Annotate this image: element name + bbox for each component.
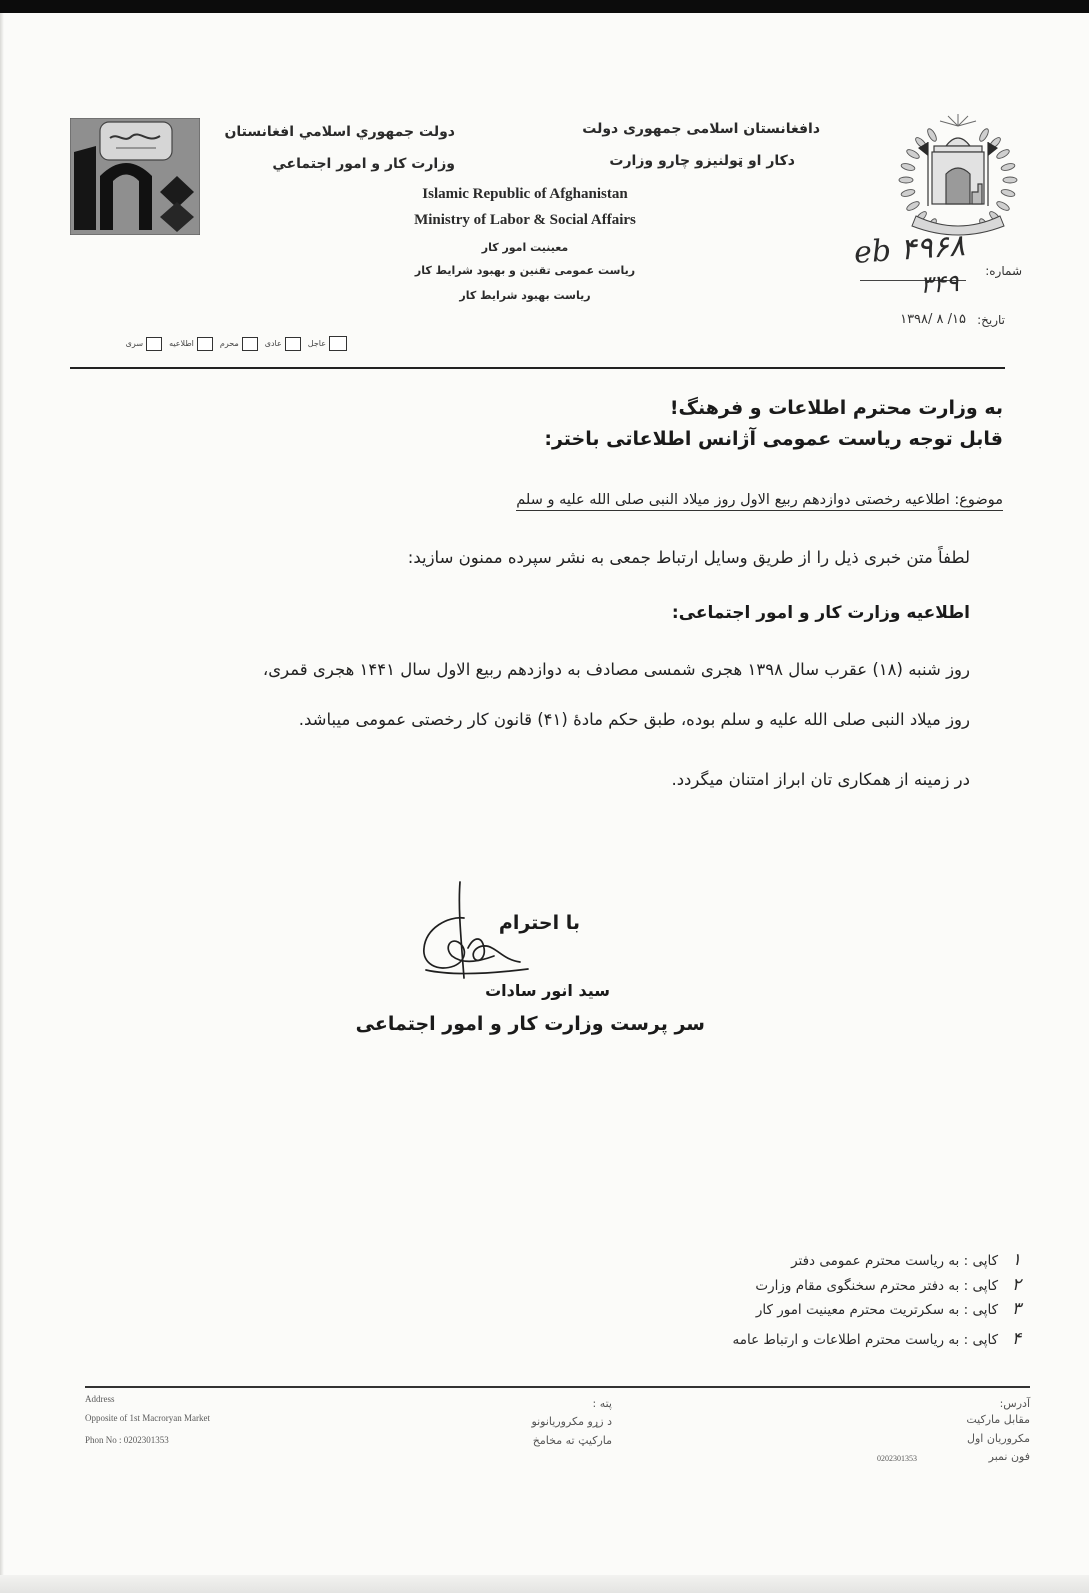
- scan-border-top: [0, 0, 1089, 13]
- classification-option: [126, 337, 162, 351]
- footer-dari-phone: 0202301353: [877, 1454, 917, 1463]
- signer-name: سید انور سادات: [485, 981, 610, 1000]
- scan-edge-bottom: [0, 1575, 1089, 1593]
- addressee-attention: قابل توجه ریاست عمومی آژانس اطلاعاتی باختر:: [544, 428, 1003, 450]
- subject-line: موضوع: اطلاعیه رخصتی دوازدهم ربیع الاول روز میلاد النبی صلی الله علیه و سلم: [516, 492, 1003, 511]
- closing-regards: با احترام: [498, 912, 580, 934]
- checkbox: [146, 337, 162, 351]
- copy-recipient: کاپی : به سکرتریت محترم معینیت امور کار: [755, 1302, 998, 1318]
- header-dari-ministry: وزارت کار و امور اجتماعي: [272, 156, 455, 172]
- footer-english-phone: Phon No : 0202301353: [85, 1435, 169, 1445]
- copy-number: ۳: [1011, 1299, 1021, 1319]
- footer-pashto-label: پته :: [592, 1397, 612, 1410]
- footer-pashto-line-2: مارکیټ ته مخامخ: [532, 1434, 612, 1447]
- reference-number-label: شماره:: [985, 264, 1022, 278]
- checkbox: [242, 337, 258, 351]
- classification-option: [308, 336, 347, 351]
- signature-icon: [408, 878, 543, 993]
- signer-title: سر پرست وزارت کار و امور اجتماعی: [355, 1013, 705, 1035]
- classification-option: [265, 337, 301, 351]
- body-request: لطفاً متن خبری ذیل را از طریق وسایل ارتباط جمعی به نشر سپرده ممنون سازید:: [407, 548, 970, 567]
- header-directorate: ریاست بهبود شرایط کار: [459, 289, 591, 302]
- header-dari-state: دولت جمهوري اسلامي افغانستان: [224, 124, 455, 140]
- checkbox: [329, 336, 347, 351]
- classification-label: عاجل: [307, 339, 326, 348]
- header-english-state: Islamic Republic of Afghanistan: [422, 186, 628, 202]
- afghanistan-emblem-icon: [888, 112, 1028, 237]
- body-thanks: در زمینه از همکاری تان ابراز امتنان میگردد.: [671, 770, 970, 789]
- header-general-directorate: ریاست عمومی تقنین و بهبود شرایط کار: [414, 264, 636, 277]
- footer-english-address: Opposite of 1st Macroryan Market: [85, 1413, 210, 1423]
- classification-label: محرم: [219, 339, 239, 348]
- date-label: تاریخ:: [977, 313, 1005, 327]
- header-pashto-state: دافغانستان اسلامی جمهوری دولت: [582, 121, 820, 137]
- scan-edge-left: [0, 13, 4, 1593]
- independence-centenary-logo-icon: [70, 118, 200, 235]
- announcement-line-1: روز شنبه (۱۸) عقرب سال ۱۳۹۸ هجری شمسی مصادف به دوازدهم ربیع الاول سال ۱۴۴۱ هجری قمری،: [262, 660, 970, 679]
- footer-dari-line-2: مکروریان اول: [966, 1432, 1030, 1445]
- copy-recipient: کاپی : به ریاست محترم عمومی دفتر: [791, 1253, 998, 1269]
- reference-number-sub-handwritten: ۳۴۹: [919, 269, 960, 299]
- classification-option: [220, 337, 258, 351]
- addressee-to: به وزارت محترم اطلاعات و فرهنگ!: [669, 397, 1003, 419]
- copy-recipient: کاپی : به دفتر محترم سخنگوی مقام وزارت: [755, 1278, 998, 1294]
- copy-number: ۱: [1011, 1250, 1021, 1270]
- footer-pashto-line-1: د زړو مکروریانونو: [531, 1415, 612, 1428]
- footer-english-label: Address: [85, 1394, 115, 1404]
- footer-divider: [85, 1386, 1030, 1388]
- footer-dari-phone-label: فون نمبر: [988, 1450, 1030, 1463]
- copy-recipient: کاپی : به ریاست محترم اطلاعات و ارتباط عامه: [732, 1332, 998, 1348]
- classification-label: اطلاعیه: [169, 339, 194, 348]
- checkbox: [285, 337, 301, 351]
- reference-number-handwritten: eb ۴۹۶۸: [852, 228, 967, 271]
- checkbox: [197, 337, 213, 351]
- copy-number: ۲: [1011, 1275, 1021, 1295]
- copy-number: ۴: [1011, 1329, 1021, 1349]
- footer-dari-label: آدرس:: [999, 1397, 1030, 1410]
- announcement-line-2: روز میلاد النبی صلی الله علیه و سلم بوده، طبق حکم مادهٔ (۴۱) قانون کار رخصتی عمومی میباشد.: [298, 710, 970, 729]
- footer-dari-line-1: مقابل مارکیت: [966, 1413, 1030, 1426]
- classification-options: [126, 336, 347, 351]
- classification-option: [169, 337, 213, 351]
- classification-label: عادی: [264, 339, 282, 348]
- header-divider: [70, 367, 1005, 369]
- date-value: ۱۳۹۸/ ۸ /۱۵: [900, 312, 966, 327]
- announcement-title: اطلاعیه وزارت کار و امور اجتماعی:: [671, 603, 970, 623]
- header-english-ministry: Ministry of Labor & Social Affairs: [414, 212, 636, 228]
- header-deputy-ministry: معینیت امور کار: [481, 241, 569, 254]
- classification-label: سری: [125, 339, 144, 348]
- header-pashto-ministry: دکار او ټولنیزو چارو وزارت: [609, 153, 795, 169]
